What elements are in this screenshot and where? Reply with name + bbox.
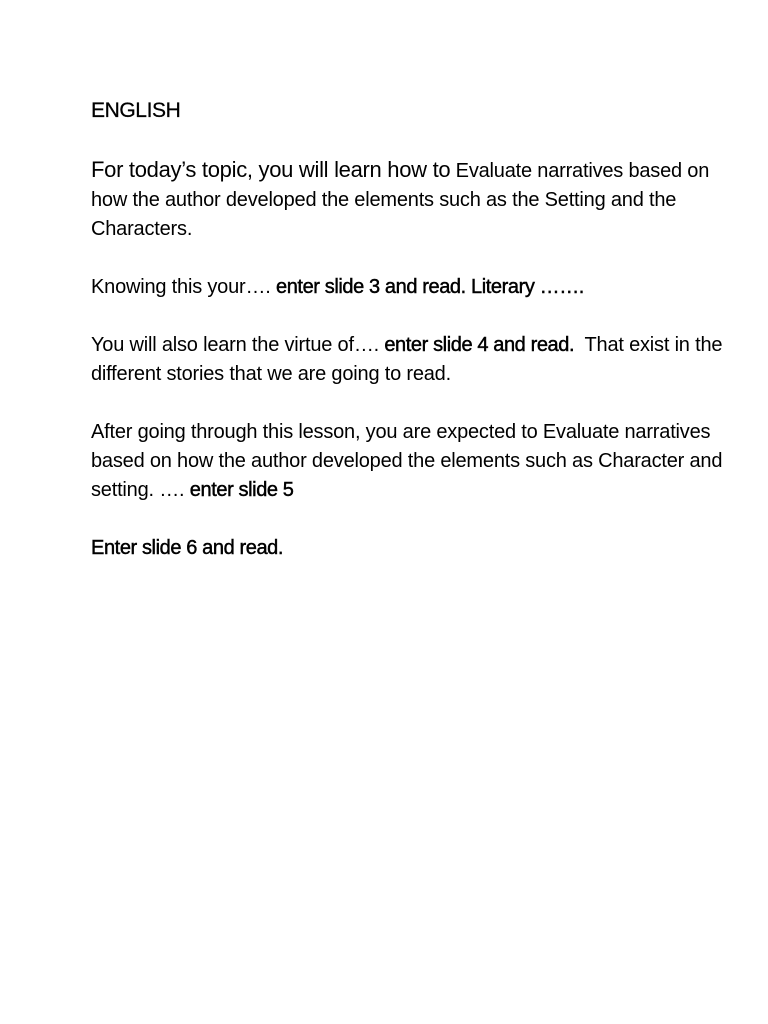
- document-title: ENGLISH: [91, 99, 181, 122]
- paragraph-topic-lead: For today’s topic, you will learn how to: [91, 157, 451, 182]
- paragraph-expected-text: After going through this lesson, you are expected to Evaluate narratives based on how the author developed the elements such as Character and setting. ….: [91, 421, 723, 501]
- paragraph-expected: [91, 418, 731, 505]
- paragraph-virtue-text: You will also learn the virtue of….: [91, 334, 385, 356]
- paragraph-virtue-emphasis: enter slide 4 and read.: [384, 334, 575, 356]
- paragraph-virtue: [91, 331, 731, 389]
- paragraph-topic-text: Evaluate narratives based on how the author developed the elements such as the Setting and the Characters.: [91, 160, 710, 240]
- paragraph-knowing-text: Knowing this your….: [91, 276, 276, 298]
- paragraph-expected-emphasis: enter slide 5: [189, 479, 294, 501]
- paragraph-virtue-tail: That exist in the different stories that we are going to read.: [91, 334, 728, 385]
- paragraph-knowing: [91, 273, 731, 302]
- paragraph-topic: [91, 155, 731, 244]
- document-body: [91, 96, 731, 563]
- paragraph-final: Enter slide 6 and read.: [91, 537, 284, 559]
- paragraph-knowing-emphasis: enter slide 3 and read. Literary …….: [275, 276, 584, 298]
